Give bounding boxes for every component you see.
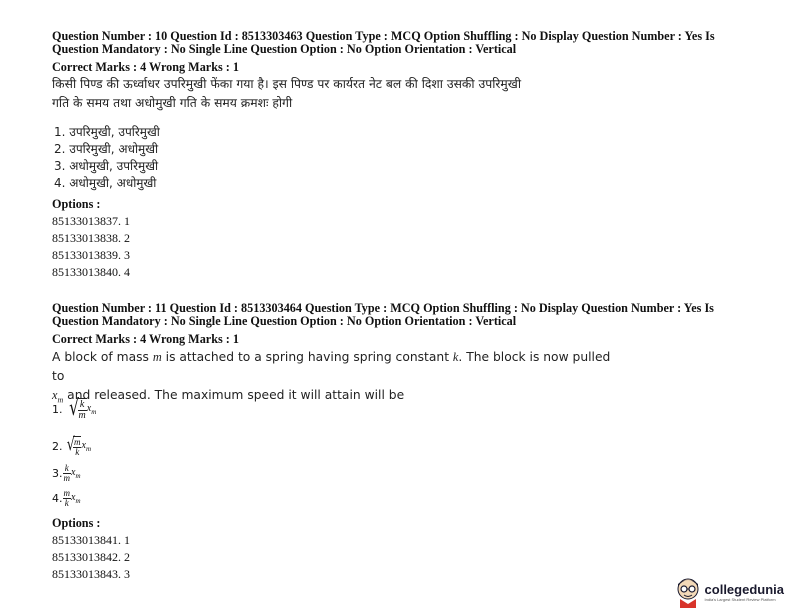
q11-option-3-xm: $x_m$ [71, 467, 81, 480]
q11-stem [52, 348, 612, 409]
q11-option-3-frac: $\frac{k}{m}$ [63, 463, 70, 483]
q10-stem-line1: किसी पिण्ड की ऊर्ध्वाधर उपरिमुखी फेंका गया है। इस पिण्ड पर कार्यरत नेट बल की दिशा उसकी उपरिमुखी [52, 77, 522, 91]
q11-stem-xm: $x_m$ [52, 388, 64, 405]
q11-stem-part-b: is attached to a spring having spring constant [161, 350, 453, 364]
q10-option-id-4: 85133013840. 4 [52, 265, 130, 279]
q10-stem [52, 75, 521, 113]
q11-option-id-1: 85133013841. 1 [52, 533, 130, 547]
q11-option-2 [52, 436, 91, 457]
q11-option-1-num: 1. [52, 403, 63, 416]
q10-options-list [54, 124, 160, 192]
q11-stem-part-d: and released. The maximum speed it will attain will be [63, 388, 405, 402]
q11-option-3 [52, 464, 81, 483]
q11-option-id-2: 85133013842. 2 [52, 550, 130, 564]
q11-option-1-xm: $x_m$ [86, 403, 97, 416]
q11-option-3-num: 3. [52, 467, 63, 480]
q10-option-id-2: 85133013838. 2 [52, 231, 130, 245]
q11-option-2-sqrt: √ $\frac{m}{k}$ [66, 434, 81, 457]
q11-stem-part-a: A block of mass [52, 350, 153, 364]
q10-option-id-3: 85133013839. 3 [52, 248, 130, 262]
logo-tagline: India's Largest Student Review Platform [704, 596, 776, 602]
q11-option-4-num: 4. [52, 492, 63, 505]
q11-stem-k: k [452, 350, 459, 364]
q10-option-3: 3. अधोमुखी, उपरिमुखी [54, 159, 159, 173]
mascot-icon [673, 576, 703, 608]
q11-marks: Correct Marks : 4 Wrong Marks : 1 [52, 332, 239, 346]
q11-option-4 [52, 489, 81, 508]
q11-stem-m: m [152, 350, 162, 364]
q10-option-2: 2. उपरिमुखी, अधोमुखी [54, 142, 159, 156]
q11-option-2-xm: $x_m$ [81, 440, 91, 453]
q10-meta: Question Number : 10 Question Id : 8513303463 Question Type : MCQ Option Shuffling : No Display Question Number : Yes Is Question Mandatory : No Single Line Question Option : No Option Orientation : Vertical [52, 29, 715, 56]
q11-option-1-sqrt: √ $\frac{k}{m}$ [68, 396, 86, 421]
q10-options-label: Options : [52, 197, 101, 211]
q11-option-1 [52, 398, 96, 421]
q10-stem-line2: गति के समय तथा अधोमुखी गति के समय क्रमशः होगी [52, 96, 293, 110]
q10-option-1: 1. उपरिमुखी, उपरिमुखी [54, 125, 160, 139]
collegedunia-logo [673, 576, 784, 608]
q10-option-id-1: 85133013837. 1 [52, 214, 130, 228]
q11-option-id-3: 85133013843. 3 [52, 567, 130, 581]
q11-stem-part-c: . The block is now pulled to [52, 350, 611, 383]
q10-option-4: 4. अधोमुखी, अधोमुखी [54, 176, 157, 190]
q10-marks: Correct Marks : 4 Wrong Marks : 1 [52, 60, 239, 74]
q11-option-4-xm: $x_m$ [71, 492, 81, 505]
logo-name: collegedunia [704, 581, 784, 597]
q11-option-4-frac: $\frac{m}{k}$ [63, 488, 70, 508]
q11-option-2-num: 2. [52, 440, 63, 453]
q11-options-label: Options : [52, 516, 101, 530]
q11-meta: Question Number : 11 Question Id : 8513303464 Question Type : MCQ Option Shuffling : No Display Question Number : Yes Is Question Mandatory : No Single Line Question Option : No Option Orientation : Vertical [52, 301, 714, 328]
